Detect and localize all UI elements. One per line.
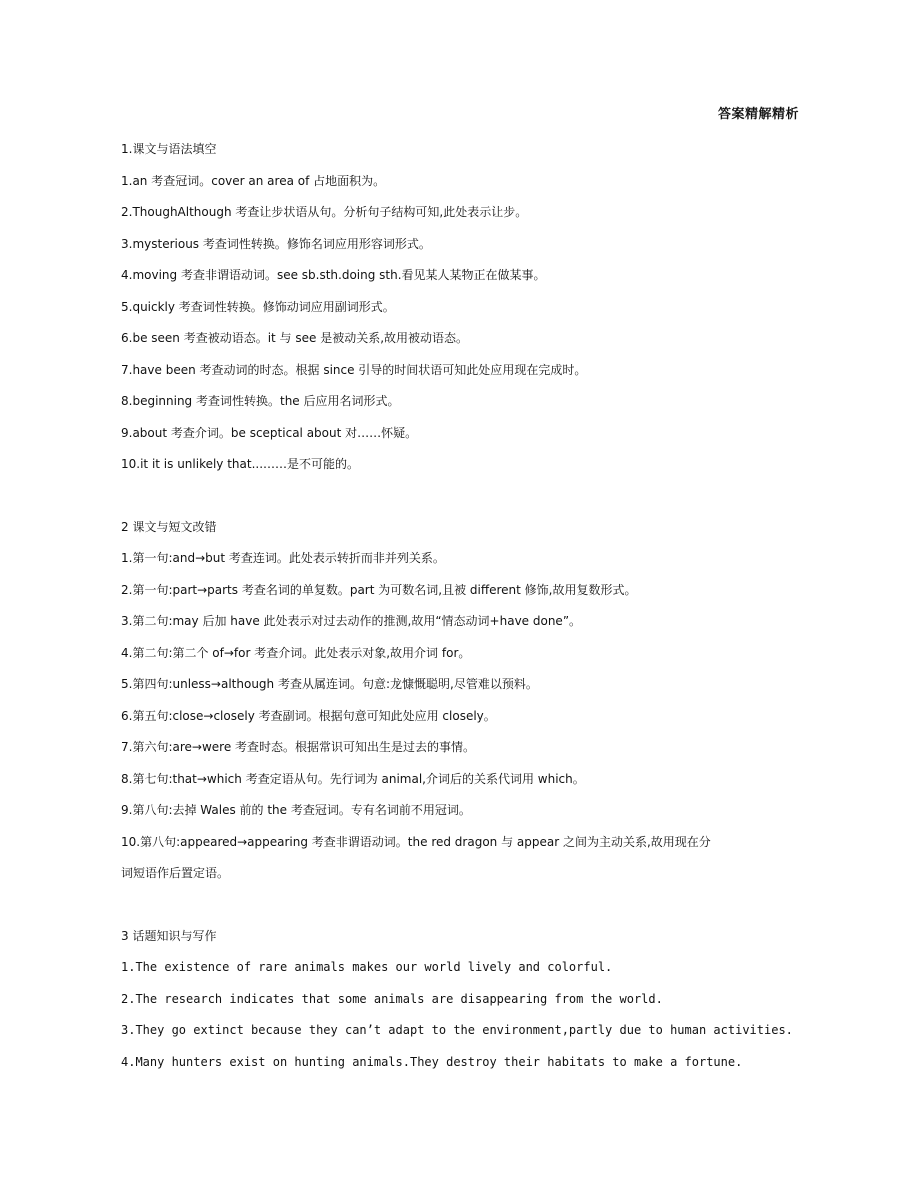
answer-line: 2.ThoughAlthough 考查让步状语从句。分析句子结构可知,此处表示让步。 — [121, 205, 528, 219]
answer-line: 4.第二句:第二个 of→for 考查介词。此处表示对象,故用介词 for。 — [121, 645, 471, 660]
answer-line: 8.beginning 考查词性转换。the 后应用名词形式。 — [121, 394, 400, 408]
answer-line-continuation: 词短语作后置定语。 — [121, 866, 230, 880]
answer-line: 8.第七句:that→which 考查定语从句。先行词为 animal,介词后的关系代词用 which。 — [121, 771, 585, 786]
section-grammar-fill — [121, 134, 806, 481]
section-error-correction — [121, 512, 806, 890]
answer-line: 10.第八句:appeared→appearing 考查非谓语动词。the red dragon 与 appear 之间为主动关系,故用现在分 — [121, 834, 711, 849]
answer-line: 1.第一句:and→but 考查连词。此处表示转折而非并列关系。 — [121, 551, 445, 565]
answer-line: 1.an 考查冠词。cover an area of 占地面积为。 — [121, 173, 386, 188]
answer-line: 3.mysterious 考查词性转换。修饰名词应用形容词形式。 — [121, 236, 431, 251]
answer-line: 6.be seen 考查被动语态。it 与 see 是被动关系,故用被动语态。 — [121, 331, 469, 345]
section-topic-writing — [121, 921, 806, 1079]
answer-line: 4.moving 考查非谓语动词。see sb.sth.doing sth.看见某人某物正在做某事。 — [121, 268, 546, 282]
section-title: 1.课文与语法填空 — [121, 142, 217, 156]
answer-content — [121, 134, 806, 1078]
answer-line: 3.第二句:may 后加 have 此处表示对过去动作的推测,故用“情态动词+have done”。 — [121, 614, 582, 628]
answer-line: 2.第一句:part→parts 考查名词的单复数。part 为可数名词,且被 different 修饰,故用复数形式。 — [121, 582, 637, 597]
answer-line: 9.about 考查介词。be sceptical about 对……怀疑。 — [121, 425, 418, 440]
answer-line: 3.They go extinct because they can’t adapt to the environment,partly due to human activities. — [121, 1023, 793, 1037]
section-title: 3 话题知识与写作 — [121, 928, 217, 943]
answer-header: 答案精解精析 — [717, 107, 799, 122]
answer-line: 5.第四句:unless→although 考查从属连词。句意:龙慷慨聪明,尽管难以预料。 — [121, 677, 538, 691]
section-title: 2 课文与短文改错 — [121, 519, 217, 534]
answer-line: 5.quickly 考查词性转换。修饰动词应用副词形式。 — [121, 299, 395, 314]
answer-line: 9.第八句:去掉 Wales 前的 the 考查冠词。专有名词前不用冠词。 — [121, 803, 471, 817]
answer-line: 2.The research indicates that some animals are disappearing from the world. — [121, 991, 663, 1006]
answer-line: 7.have been 考查动词的时态。根据 since 引导的时间状语可知此处应用现在完成时。 — [121, 362, 587, 377]
answer-line: 7.第六句:are→were 考查时态。根据常识可知出生是过去的事情。 — [121, 740, 476, 754]
answer-line: 6.第五句:close→closely 考查副词。根据句意可知此处应用 closely。 — [121, 708, 496, 723]
answer-line: 4.Many hunters exist on hunting animals.They destroy their habitats to make a fortune. — [121, 1054, 743, 1069]
answer-line: 10.it it is unlikely that...……是不可能的。 — [121, 457, 360, 471]
answer-line: 1.The existence of rare animals makes our world lively and colorful. — [121, 960, 613, 974]
